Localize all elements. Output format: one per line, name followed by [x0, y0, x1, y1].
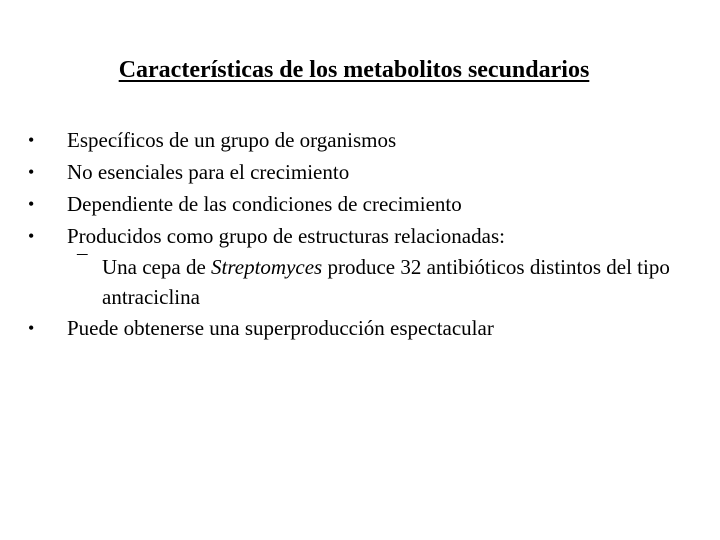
- bullet-item: [20, 188, 710, 220]
- bullet-text: Puede obtenerse una superproducción espectacular: [67, 316, 494, 340]
- bullet-text: Específicos de un grupo de organismos: [67, 128, 397, 152]
- bullet-marker: •: [28, 226, 35, 246]
- slide-title-text: Características de los metabolitos secundarios: [118, 57, 590, 83]
- bullet-list: [20, 124, 710, 344]
- sub-bullet-marker: ¯: [77, 251, 88, 275]
- sub-bullet-list: [67, 252, 710, 312]
- species-name: Streptomyces: [211, 255, 323, 279]
- bullet-marker: •: [28, 318, 35, 338]
- sub-bullet-item: [67, 252, 710, 312]
- bullet-item: [20, 124, 710, 156]
- slide-title: [0, 55, 708, 85]
- sub-bullet-text-start: Una cepa de: [102, 255, 212, 279]
- bullet-item: [20, 312, 710, 344]
- bullet-item: [20, 156, 710, 188]
- bullet-marker: •: [28, 194, 35, 214]
- bullet-text: Dependiente de las condiciones de crecimiento: [67, 192, 462, 216]
- bullet-marker: •: [28, 162, 35, 182]
- bullet-text: Producidos como grupo de estructuras relacionadas:: [67, 224, 505, 248]
- sub-bullet-text-end: produce 32 antibióticos distintos del tipo antraciclina: [102, 255, 670, 309]
- bullet-item: [20, 220, 710, 312]
- bullet-marker: •: [28, 130, 35, 150]
- bullet-text: No esenciales para el crecimiento: [67, 160, 350, 184]
